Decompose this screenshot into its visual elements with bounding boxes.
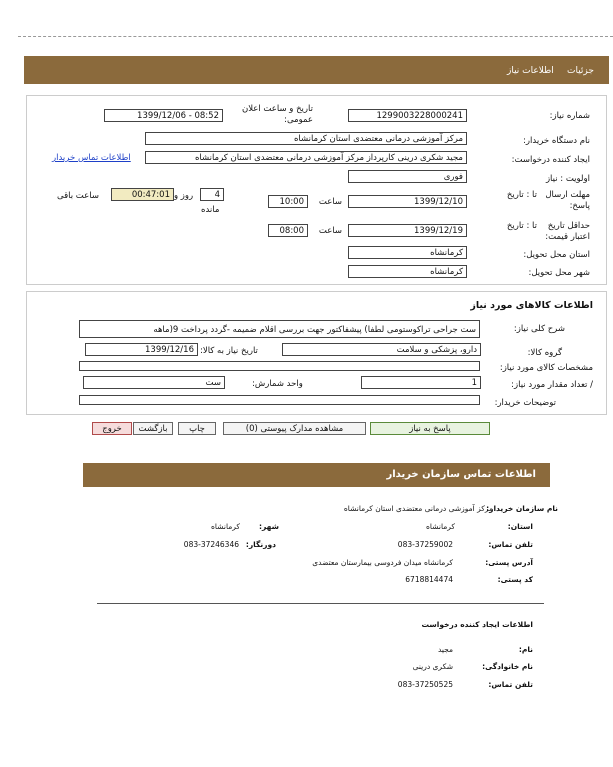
validity-time-label: ساعت (318, 226, 342, 236)
reply-button[interactable]: پاسخ به نیاز (370, 422, 490, 435)
phone-value: 083-37259002 (397, 540, 453, 549)
need-number-field: 1299003228000241 (348, 109, 467, 122)
exit-button[interactable]: خروج (92, 422, 132, 435)
fax-label: دورنگار: (245, 540, 276, 549)
announce-date-field: 1399/12/06 - 08:52 (104, 109, 223, 122)
tab-need-info[interactable]: اطلاعات نیاز (507, 66, 554, 76)
buyer-org-label: نام دستگاه خریدار: (523, 136, 590, 146)
notes-field (79, 395, 480, 405)
org-name-label: نام سازمان خریدار: (486, 504, 558, 513)
priority-field: فوری (348, 170, 467, 183)
creator-label: ایجاد کننده درخواست: (511, 155, 590, 165)
validity-label: حداقل تاریخ اعتبار قیمت: (545, 221, 590, 242)
requester-name-value: مجید (437, 645, 453, 654)
unit-label: واحد شمارش: (252, 379, 303, 389)
deadline-label: مهلت ارسال پاسخ: (545, 190, 590, 211)
section-divider (97, 603, 544, 604)
fax-value: 083-37246346 (183, 540, 239, 549)
postal-label: کد پستی: (497, 575, 533, 584)
requester-family-value: شکری درینی (412, 662, 453, 671)
page-header-bar (24, 56, 609, 84)
creator-field: مجید شکری درینی کارپرداز مرکز آموزشی درمانی معتضدی استان کرمانشاه (145, 151, 467, 164)
need-number-label: شماره نیاز: (549, 111, 590, 121)
buyer-contact-header (83, 463, 550, 487)
requester-phone-label: تلفن تماس: (488, 680, 533, 689)
province-value: کرمانشاه (425, 522, 455, 531)
back-button[interactable]: بازگشت (133, 422, 173, 435)
remaining-label: ساعت باقی (57, 191, 99, 201)
deadline-until-label: تا : تاریخ (506, 190, 537, 200)
group-field: دارو، پزشکی و سلامت (282, 343, 481, 356)
deadline-time-field: 10:00 (268, 195, 308, 208)
requester-phone-value: 083-37250525 (397, 680, 453, 689)
countdown-field: 00:47:01 (111, 188, 174, 201)
org-name-value: مرکز آموزشی درمانی معتضدی استان کرمانشاه (343, 504, 493, 513)
days-left-field: 4 (200, 188, 224, 201)
unit-field: ست (83, 376, 225, 389)
need-date-label: تاریخ نیاز به کالا: (200, 346, 258, 356)
requester-header: اطلاعات ایجاد کننده درخواست (421, 620, 533, 629)
buyer-org-field: مرکز آموزشی درمانی معتضدی استان کرمانشاه (145, 132, 467, 145)
remaining-label-tail: مانده (201, 205, 220, 215)
address-label: آدرس پستی: (485, 558, 533, 567)
validity-until-label: تا : تاریخ (506, 221, 537, 231)
day-label: روز و (174, 191, 194, 201)
city-label: شهر: (259, 522, 279, 531)
group-label: گروه کالا: (527, 348, 562, 358)
priority-label: اولویت : نیاز (545, 174, 590, 184)
need-date-field: 1399/12/16 (85, 343, 198, 356)
qty-field: 1 (361, 376, 481, 389)
print-button[interactable]: چاپ (178, 422, 216, 435)
delivery-province-label: استان محل تحویل: (523, 250, 590, 260)
phone-label: تلفن تماس: (488, 540, 533, 549)
buyer-contact-title: اطلاعات تماس سازمان خریدار (386, 469, 536, 480)
buyer-contact-link[interactable]: اطلاعات تماس خریدار (52, 153, 131, 163)
validity-time-field: 08:00 (268, 224, 308, 237)
attachments-button[interactable]: مشاهده مدارک پیوستی (0) (223, 422, 366, 435)
city-value: کرمانشاه (210, 522, 240, 531)
specs-label: مشخصات کالای مورد نیاز: (499, 363, 593, 373)
validity-date-field: 1399/12/19 (348, 224, 467, 237)
deadline-date-field: 1399/12/10 (348, 195, 467, 208)
deadline-time-label: ساعت (318, 197, 342, 207)
description-label: شرح کلی نیاز: (513, 324, 565, 334)
delivery-province-field: کرمانشاه (348, 246, 467, 259)
description-field: ست جراحی تراکوستومی لطفا) پیشفاکتور جهت بررسی اقلام ضمیمه -گردد پرداخت 9(ماهه (79, 320, 480, 338)
delivery-city-label: شهر محل تحویل: (528, 268, 590, 278)
province-label: استان: (507, 522, 533, 531)
requester-family-label: نام خانوادگی: (482, 662, 533, 671)
notes-label: توضیحات خریدار: (494, 398, 556, 408)
address-value: کرمانشاه میدان فردوسی بیمارستان معتضدی (312, 558, 453, 567)
top-dashed-divider (18, 36, 613, 37)
tab-details[interactable]: جزئیات (567, 66, 594, 76)
announce-date-label: تاریخ و ساعت اعلان عمومی: (241, 104, 313, 125)
postal-value: 6718814474 (405, 575, 453, 584)
goods-section-title: اطلاعات کالاهای مورد نیاز (470, 300, 593, 311)
specs-field (79, 361, 480, 371)
requester-name-label: نام: (518, 645, 533, 654)
delivery-city-field: کرمانشاه (348, 265, 467, 278)
qty-label: / تعداد مقدار مورد نیاز: (511, 380, 593, 390)
